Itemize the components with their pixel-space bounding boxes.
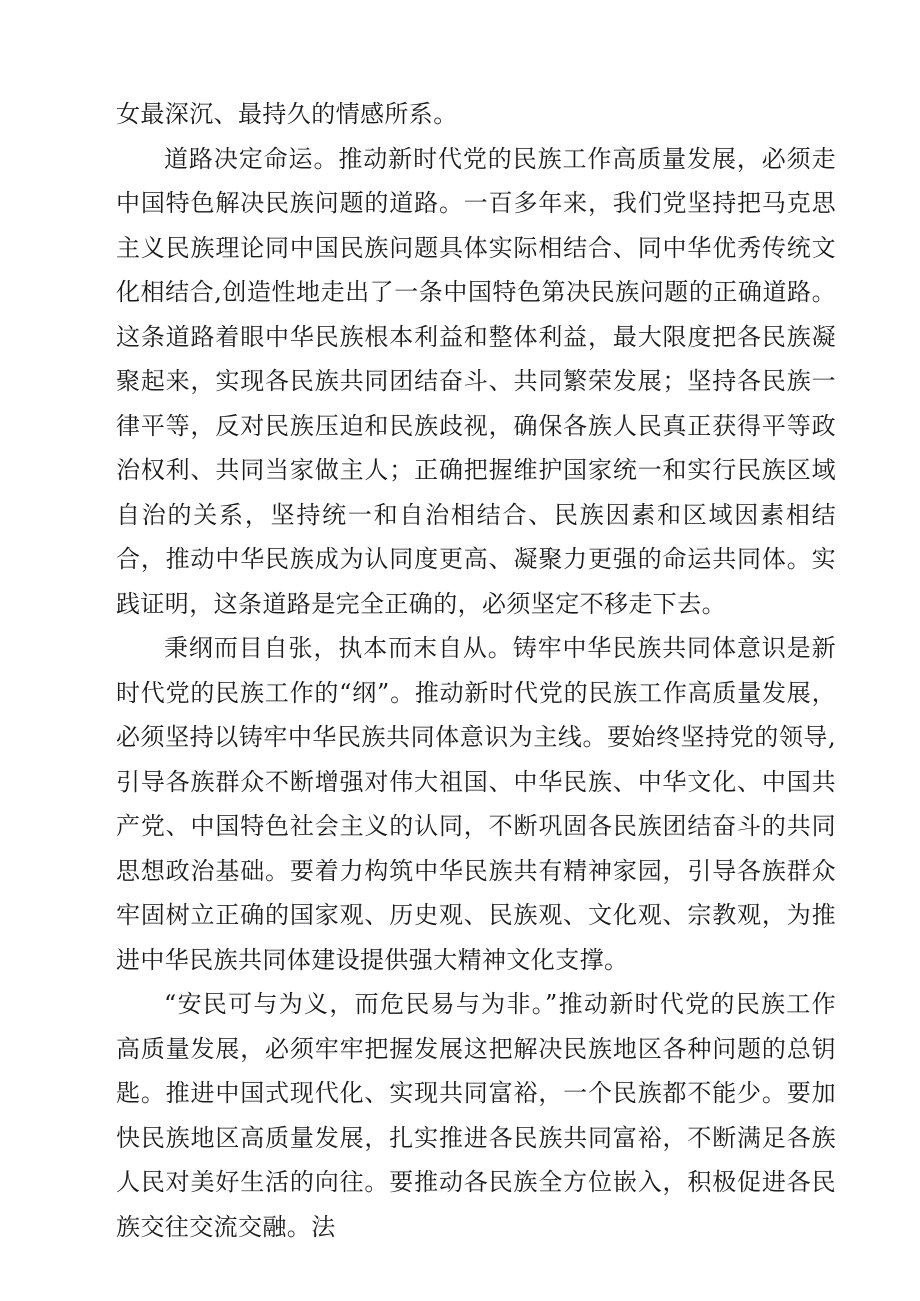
paragraph-1: 女最深沉、最持久的情感所系。: [116, 100, 458, 128]
paragraph-3: 秉纲而目自张，执本而末自从。铸牢中华民族共同体意识是新时代党的民族工作的“纲”。推动新时代党的民族工作高质量发展，必须坚持以铸牢中华民族共同体意识为主线。要始终坚持党的领导,引导各族群众不断增强对伟大祖国、中华民族、中华文化、中国共产党、中国特色社会主义的认同，不断巩固各民族团结奋斗的共同思想政治基础。要着力构筑中华民族共有精神家园，引导各族群众牢固树立正确的国家观、历史观、民族观、文化观、宗教观，为推进中华民族共同体建设提供强大精神文化支撑。: [116, 634, 836, 974]
paragraph-2: 道路决定命运。推动新时代党的民族工作高质量发展，必须走中国特色解决民族问题的道路。一百多年来，我们党坚持把马克思主义民族理论同中国民族问题具体实际相结合、同中华优秀传统文化相结合,创造性地走出了一条中国特色第决民族问题的正确道路。这条道路着眼中华民族根本利益和整体利益，最大限度把各民族凝聚起来，实现各民族共同团结奋斗、共同繁荣发展；坚持各民族一律平等，反对民族压迫和民族歧视，确保各族人民真正获得平等政治权利、共同当家做主人；正确把握维护国家统一和实行民族区域自治的关系，坚持统一和自治相结合、民族因素和区域因素相结合，推动中华民族成为认同度更高、凝聚力更强的命运共同体。实践证明，这条道路是完全正确的，必须坚定不移走下去。: [116, 144, 836, 618]
article-body: [116, 92, 836, 1249]
paragraph-4: “安民可与为义，而危民易与为非。”推动新时代党的民族工作高质量发展，必须牢牢把握发展这把解决民族地区各种问题的总钥匙。推进中国式现代化、实现共同富裕，一个民族都不能少。要加快民族地区高质量发展，扎实推进各民族共同富裕，不断满足各族人民对美好生活的向往。要推动各民族全方位嵌入，积极促进各民族交往交流交融。法: [116, 990, 836, 1241]
